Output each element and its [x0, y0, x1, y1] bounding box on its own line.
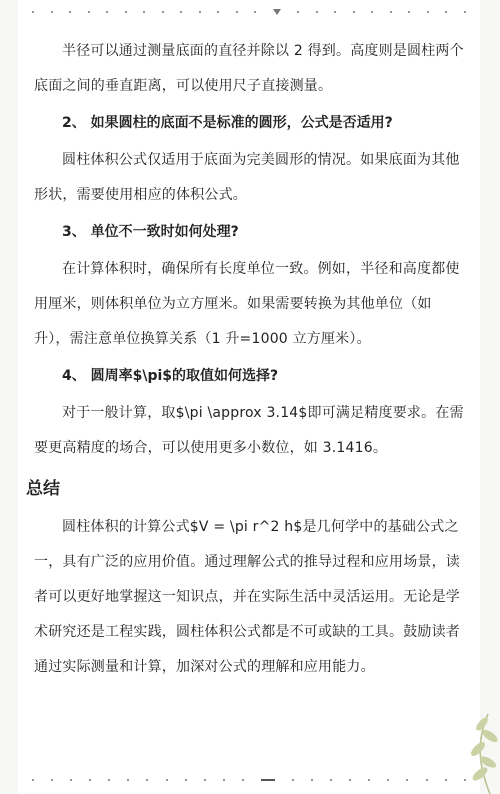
- paragraph-unit-mismatch: 在计算体积时，确保所有长度单位一致。例如，半径和高度都使用厘米，则体积单位为立方厘米。如果需要转换为其他单位（如升），需注意单位换算关系（1 升=1000 立方厘米）。: [34, 261, 460, 347]
- paragraph-radius-height: 半径可以通过测量底面的直径并除以 2 得到。高度则是圆柱两个底面之间的垂直距离，可以使用尺子直接测量。: [34, 43, 464, 94]
- top-dotted-border: [18, 4, 480, 20]
- document-content: [26, 34, 464, 685]
- question-unit-mismatch: 3、 单位不一致时如何处理?: [62, 224, 239, 240]
- leaf-decoration-icon: [430, 674, 500, 794]
- summary-heading: 总结: [26, 479, 60, 499]
- question-non-circular-base: 2、 如果圆柱的底面不是标准的圆形，公式是否适用?: [62, 115, 393, 131]
- summary-paragraph: 圆柱体积的计算公式$V = \pi r^2 h$是几何学中的基础公式之一，具有广泛的应用价值。通过理解公式的推导过程和应用场景，读者可以更好地掌握这一知识点，并在实际生活中灵活运用。无论是学术研究还是工程实践，圆柱体积公式都是不可或缺的工具。鼓励读者通过实际测量和计算，加深对公式的理解和应用能力。: [34, 519, 460, 675]
- paragraph-non-circular-base: 圆柱体积公式仅适用于底面为完美圆形的情况。如果底面为其他形状，需要使用相应的体积公式。: [34, 152, 460, 203]
- triangle-marker-icon: [273, 9, 281, 15]
- dash-marker-icon: [261, 779, 275, 781]
- question-pi-value: 4、 圆周率$\pi$的取值如何选择?: [62, 368, 279, 384]
- paragraph-pi-value: 对于一般计算，取$\pi \approx 3.14$即可满足精度要求。在需要更高精度的场合，可以使用更多小数位，如 3.1416。: [34, 405, 464, 456]
- bottom-dotted-border: [18, 772, 480, 788]
